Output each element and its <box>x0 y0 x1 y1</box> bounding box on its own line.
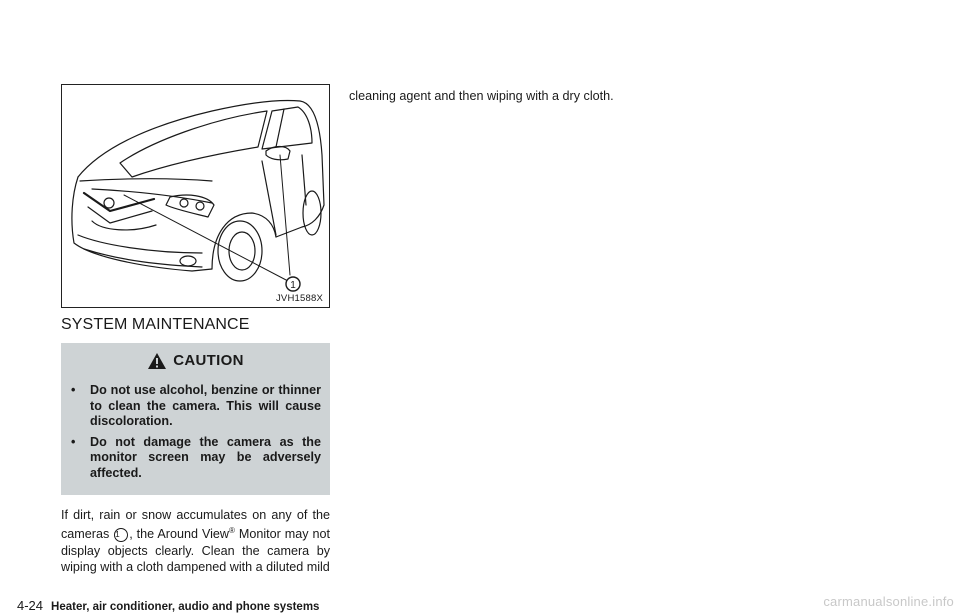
warning-triangle-icon <box>147 352 167 370</box>
car-camera-diagram <box>62 85 328 306</box>
bullet: • <box>71 383 76 397</box>
chapter-title: Heater, air conditioner, audio and phone systems <box>51 601 320 613</box>
body-paragraph <box>61 507 330 575</box>
caution-title: CAUTION <box>173 352 244 369</box>
body-text-part: Monitor may not display objects clearly. Clean the camera by wiping with a cloth dampened with a diluted mild <box>61 527 330 574</box>
caution-header <box>61 343 330 378</box>
section-title: SYSTEM MAINTENANCE <box>61 316 250 333</box>
figure-code: JVH1588X <box>275 293 323 304</box>
page-footer <box>17 598 319 611</box>
right-column-text: cleaning agent and then wiping with a dry cloth. <box>349 89 614 103</box>
caution-item-text: Do not use alcohol, benzine or thinner to clean the camera. This will cause discoloration. <box>90 383 321 428</box>
camera-callout-number: 1 <box>114 528 128 542</box>
caution-item <box>61 383 330 430</box>
page-number: 4-24 <box>17 598 44 613</box>
figure-callout-number: 1 <box>290 280 296 291</box>
trademark-symbol: ® <box>229 526 235 536</box>
vehicle-illustration <box>61 84 330 308</box>
body-text-part: If dirt, rain or snow accumulates on any of the cameras <box>61 508 330 542</box>
caution-box <box>61 343 330 495</box>
caution-item-text: Do not damage the camera as the monitor screen may be adversely affected. <box>90 434 321 480</box>
caution-list <box>61 383 330 486</box>
body-text-part: , the Around View <box>129 527 230 542</box>
bullet: • <box>71 434 76 449</box>
watermark: carmanualsonline.info <box>823 594 954 609</box>
caution-item <box>61 435 330 482</box>
